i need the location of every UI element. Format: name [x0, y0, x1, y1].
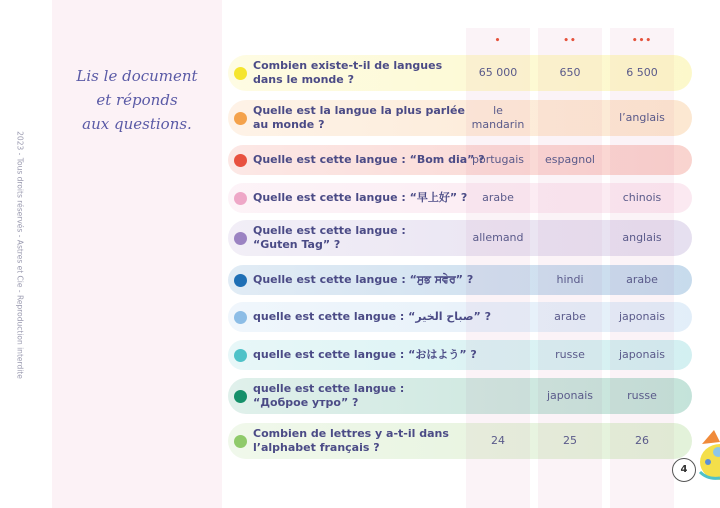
answer-option[interactable]: 6 500	[626, 66, 658, 79]
question-text	[253, 310, 491, 324]
color-dot	[234, 192, 247, 205]
answer-option[interactable]: le mandarin	[471, 104, 525, 131]
question-text	[253, 59, 442, 87]
answer-option[interactable]: japonais	[546, 389, 593, 402]
mascot-illustration	[694, 422, 720, 486]
answer-option[interactable]: chinois	[622, 191, 662, 204]
answer-option[interactable]: allemand	[472, 231, 524, 244]
instructions	[62, 64, 212, 136]
color-dot	[234, 349, 247, 362]
question-row	[228, 55, 692, 91]
question-line: Quelle est cette langue :	[253, 224, 406, 237]
copyright-text: 2023 - Tous droits réservés - Astres et Cie - Reproduction interdite	[15, 131, 25, 379]
answer-option[interactable]: espagnol	[545, 153, 595, 166]
answer-option[interactable]: japonais	[618, 310, 665, 323]
question-text	[253, 348, 477, 362]
question-row	[228, 100, 692, 136]
question-line: Quelle est cette langue : “早上好” ?	[253, 191, 468, 204]
level-1-marker: •	[494, 36, 502, 46]
question-row	[228, 378, 692, 414]
question-line: Quelle est la langue la plus parlée	[253, 104, 465, 117]
answer-option[interactable]: arabe	[482, 191, 514, 204]
instruction-line-3: aux questions.	[82, 115, 192, 133]
question-row	[228, 423, 692, 459]
question-line: “Доброе утро” ?	[253, 396, 359, 409]
question-row	[228, 265, 692, 295]
question-text	[253, 427, 449, 455]
color-dot	[234, 311, 247, 324]
answer-option[interactable]: l’anglais	[619, 111, 665, 124]
question-line: quelle est cette langue :	[253, 382, 405, 395]
answer-option[interactable]: russe	[627, 389, 657, 402]
level-3-marker: •••	[631, 36, 653, 46]
question-line: quelle est cette langue : “صباح الخير” ?	[253, 310, 491, 323]
color-dot	[234, 154, 247, 167]
question-row	[228, 340, 692, 370]
answer-option[interactable]: 24	[491, 434, 505, 447]
question-text	[253, 224, 406, 252]
question-row	[228, 145, 692, 175]
color-dot	[234, 112, 247, 125]
answer-option[interactable]: russe	[555, 348, 585, 361]
answer-option[interactable]: portugais	[471, 153, 525, 166]
answer-option[interactable]: hindi	[556, 273, 584, 286]
question-text	[253, 382, 404, 410]
color-dot	[234, 67, 247, 80]
instruction-line-1: Lis le document	[76, 67, 198, 85]
question-text	[253, 191, 467, 205]
page-number: 4	[672, 458, 696, 482]
level-2-marker: ••	[563, 36, 577, 46]
question-text	[253, 153, 485, 167]
question-line: Combien de lettres y a-t-il dans	[253, 427, 449, 440]
question-line: Quelle est cette langue : “ਸੁਭ ਸਵੇਰ” ?	[253, 273, 474, 286]
color-dot	[234, 274, 247, 287]
answer-option[interactable]: 25	[563, 434, 577, 447]
color-dot	[234, 435, 247, 448]
question-text	[253, 104, 465, 132]
answer-option[interactable]: 650	[559, 66, 581, 79]
question-line: Quelle est cette langue : “Bom dia” ?	[253, 153, 485, 166]
question-line: dans le monde ?	[253, 73, 354, 86]
question-line: “Guten Tag” ?	[253, 238, 341, 251]
color-dot	[234, 232, 247, 245]
answer-option[interactable]: 26	[635, 434, 649, 447]
question-text	[253, 273, 473, 287]
answer-option[interactable]: arabe	[626, 273, 658, 286]
color-dot	[234, 390, 247, 403]
answer-option[interactable]: japonais	[618, 348, 665, 361]
answer-option[interactable]: anglais	[622, 231, 662, 244]
answer-option[interactable]: arabe	[554, 310, 586, 323]
question-line: l’alphabet français ?	[253, 441, 380, 454]
question-row	[228, 183, 692, 213]
copyright-notice	[10, 130, 30, 380]
instruction-line-2: et réponds	[96, 91, 178, 109]
question-row	[228, 220, 692, 256]
question-row	[228, 302, 692, 332]
question-line: quelle est cette langue : “おはよう” ?	[253, 348, 477, 361]
answer-option[interactable]: 65 000	[478, 66, 518, 79]
question-line: Combien existe-t-il de langues	[253, 59, 443, 72]
question-line: au monde ?	[253, 118, 325, 131]
